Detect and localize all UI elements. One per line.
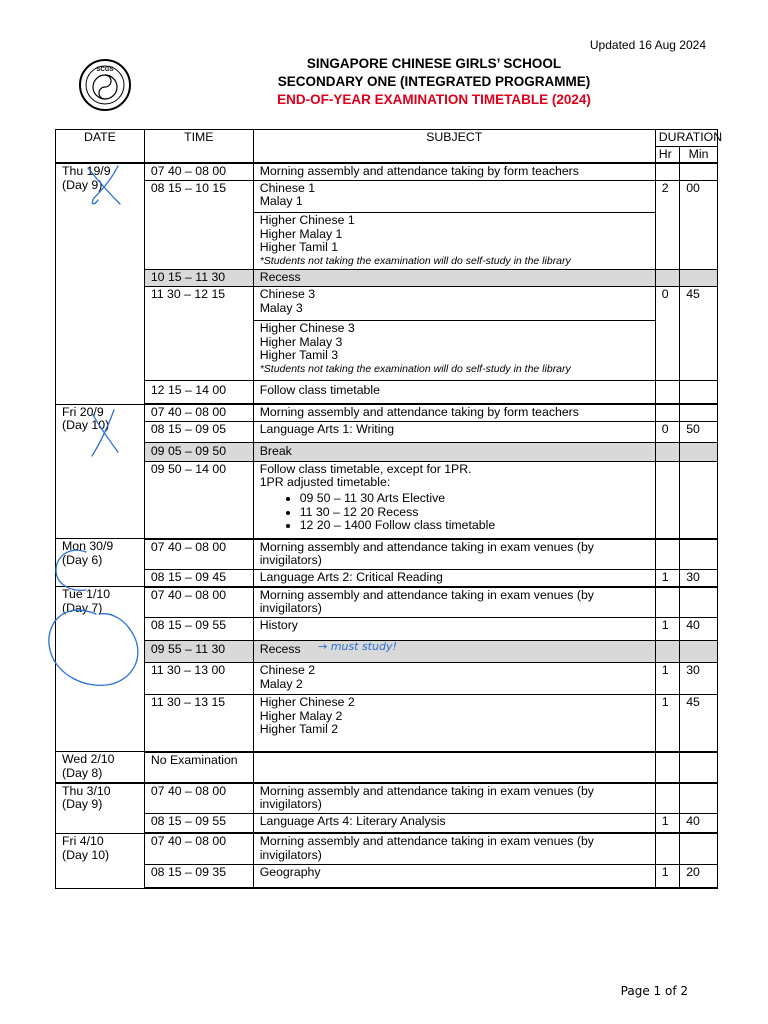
- time-cell: 08 15 – 09 35: [144, 864, 253, 888]
- time-cell: 08 15 – 09 55: [144, 617, 253, 641]
- subject-cell: Chinese 3 Malay 3: [253, 286, 655, 320]
- school-crest-logo: [78, 58, 132, 112]
- time-cell: 07 40 – 08 00: [144, 404, 253, 421]
- time-cell: 07 40 – 08 00: [144, 833, 253, 864]
- subject-cell: Higher Chinese 2 Higher Malay 2 Higher Tamil 2: [253, 695, 655, 752]
- updated-date: Updated 16 Aug 2024: [589, 38, 706, 52]
- hr-cell: 1: [655, 695, 679, 752]
- table-row: [56, 617, 718, 641]
- subject-cell: Chinese 1 Malay 1: [253, 180, 655, 212]
- time-cell: 08 15 – 09 55: [144, 813, 253, 833]
- hr-cell: 1: [655, 864, 679, 888]
- subject-cell: Follow class timetable, except for 1PR. 1PR adjusted timetable: • 09 50 – 11 30 Arts Elective • 11 30 – 12 20 Recess • 12 20 – 1400 Follow class timetable: [253, 461, 655, 538]
- table-row: [56, 443, 718, 462]
- subject-cell: Follow class timetable: [253, 380, 655, 404]
- table-row: [56, 695, 718, 752]
- table-row: [56, 163, 718, 180]
- svg-text:SCGS: SCGS: [96, 67, 114, 73]
- table-row: [56, 421, 718, 443]
- hr-cell: 1: [655, 617, 679, 641]
- table-row: [56, 663, 718, 695]
- table-row: [56, 286, 718, 320]
- exam-timetable: [55, 129, 723, 889]
- hr-cell: 0: [655, 286, 679, 380]
- min-cell: 30: [680, 663, 718, 695]
- table-row: [56, 180, 718, 212]
- list-item: • 09 50 – 11 30 Arts Elective: [300, 492, 649, 506]
- subject-cell: Recess: [253, 270, 655, 287]
- subject-cell: Language Arts 1: Writing: [253, 421, 655, 443]
- table-row: [56, 270, 718, 287]
- header-duration: DURATION: [655, 130, 717, 147]
- time-cell: 10 15 – 11 30: [144, 270, 253, 287]
- subject-cell: Language Arts 4: Literary Analysis: [253, 813, 655, 833]
- self-study-note: *Students not taking the examination will do self-study in the library: [259, 362, 571, 375]
- table-row: [56, 752, 718, 783]
- hr-cell: 1: [655, 813, 679, 833]
- subject-cell: Morning assembly and attendance taking in exam venues (by invigilators): [253, 587, 655, 618]
- date-cell: Tue 1/10 (Day 7): [56, 587, 145, 752]
- time-cell: 08 15 – 10 15: [144, 180, 253, 270]
- subject-cell: Morning assembly and attendance taking in exam venues (by invigilators): [253, 539, 655, 570]
- self-study-note: *Students not taking the examination will do self-study in the library: [259, 254, 571, 267]
- subject-cell: Language Arts 2: Critical Reading: [253, 570, 655, 587]
- min-cell: 45: [680, 286, 718, 380]
- hr-cell: 1: [655, 663, 679, 695]
- table-row: [56, 380, 718, 404]
- subject-cell: Morning assembly and attendance taking by form teachers: [253, 163, 655, 180]
- hr-cell: 1: [655, 570, 679, 587]
- subject-cell: Geography: [253, 864, 655, 888]
- header-subject: SUBJECT: [253, 130, 655, 164]
- date-cell: Fri 20/9 (Day 10): [56, 404, 145, 539]
- min-cell: 40: [680, 617, 718, 641]
- subject-cell: Break: [253, 443, 655, 462]
- table-row: [56, 813, 718, 833]
- timetable-title: END-OF-YEAR EXAMINATION TIMETABLE (2024): [277, 92, 591, 107]
- time-cell: 07 40 – 08 00: [144, 539, 253, 570]
- min-cell: 50: [680, 421, 718, 443]
- subject-cell: History: [253, 617, 655, 641]
- time-cell: No Examination: [144, 752, 253, 783]
- time-cell: 09 55 – 11 30: [144, 641, 253, 663]
- subject-cell: Morning assembly and attendance taking by form teachers: [253, 404, 655, 421]
- subject-cell: Higher Chinese 3 Higher Malay 3 Higher Tamil 3 *Students not taking the examination will do self-study in the library: [253, 321, 655, 380]
- date-cell: Thu 3/10 (Day 9): [56, 783, 145, 834]
- table-row: [56, 587, 718, 618]
- table-row: [56, 461, 718, 538]
- header-min: Min: [680, 146, 718, 163]
- time-cell: 07 40 – 08 00: [144, 783, 253, 814]
- table-row: [56, 783, 718, 814]
- table-row: [56, 404, 718, 421]
- table-row: [56, 833, 718, 864]
- date-cell: Fri 4/10 (Day 10): [56, 833, 145, 888]
- time-cell: 09 05 – 09 50: [144, 443, 253, 462]
- time-cell: 11 30 – 13 15: [144, 695, 253, 752]
- list-item: • 12 20 – 1400 Follow class timetable: [300, 519, 649, 533]
- min-cell: 00: [680, 180, 718, 270]
- header-time: TIME: [144, 130, 253, 164]
- min-cell: 45: [680, 695, 718, 752]
- hr-cell: 0: [655, 421, 679, 443]
- min-cell: 20: [680, 864, 718, 888]
- table-row: [56, 539, 718, 570]
- table-row: [56, 864, 718, 888]
- page-number: Page 1 of 2: [620, 984, 688, 998]
- subject-cell: Morning assembly and attendance taking in exam venues (by invigilators): [253, 783, 655, 814]
- time-cell: 07 40 – 08 00: [144, 163, 253, 180]
- document-header: [200, 55, 668, 109]
- header-date: DATE: [56, 130, 145, 164]
- table-row: [56, 570, 718, 587]
- handwritten-note: → must study!: [318, 640, 397, 653]
- subject-cell: Recess: [253, 641, 655, 663]
- time-cell: 08 15 – 09 45: [144, 570, 253, 587]
- min-cell: 40: [680, 813, 718, 833]
- min-cell: 30: [680, 570, 718, 587]
- adjusted-timetable-list: [260, 492, 649, 533]
- time-cell: 11 30 – 12 15: [144, 286, 253, 380]
- date-cell: Wed 2/10 (Day 8): [56, 752, 145, 783]
- date-cell: Thu 19/9 (Day 9): [56, 163, 145, 404]
- subject-cell: Morning assembly and attendance taking in exam venues (by invigilators): [253, 833, 655, 864]
- time-cell: 12 15 – 14 00: [144, 380, 253, 404]
- subject-cell: Higher Chinese 1 Higher Malay 1 Higher Tamil 1 *Students not taking the examination will do self-study in the library: [253, 212, 655, 269]
- time-cell: 09 50 – 14 00: [144, 461, 253, 538]
- time-cell: 08 15 – 09 05: [144, 421, 253, 443]
- subject-cell: Chinese 2 Malay 2: [253, 663, 655, 695]
- header-hr: Hr: [655, 146, 679, 163]
- date-cell: Mon 30/9 (Day 6): [56, 539, 145, 587]
- time-cell: 11 30 – 13 00: [144, 663, 253, 695]
- hr-cell: 2: [655, 180, 679, 270]
- time-cell: 07 40 – 08 00: [144, 587, 253, 618]
- list-item: • 11 30 – 12 20 Recess: [300, 506, 649, 520]
- programme-name: SECONDARY ONE (INTEGRATED PROGRAMME): [277, 74, 591, 89]
- school-name: SINGAPORE CHINESE GIRLS’ SCHOOL: [306, 56, 562, 71]
